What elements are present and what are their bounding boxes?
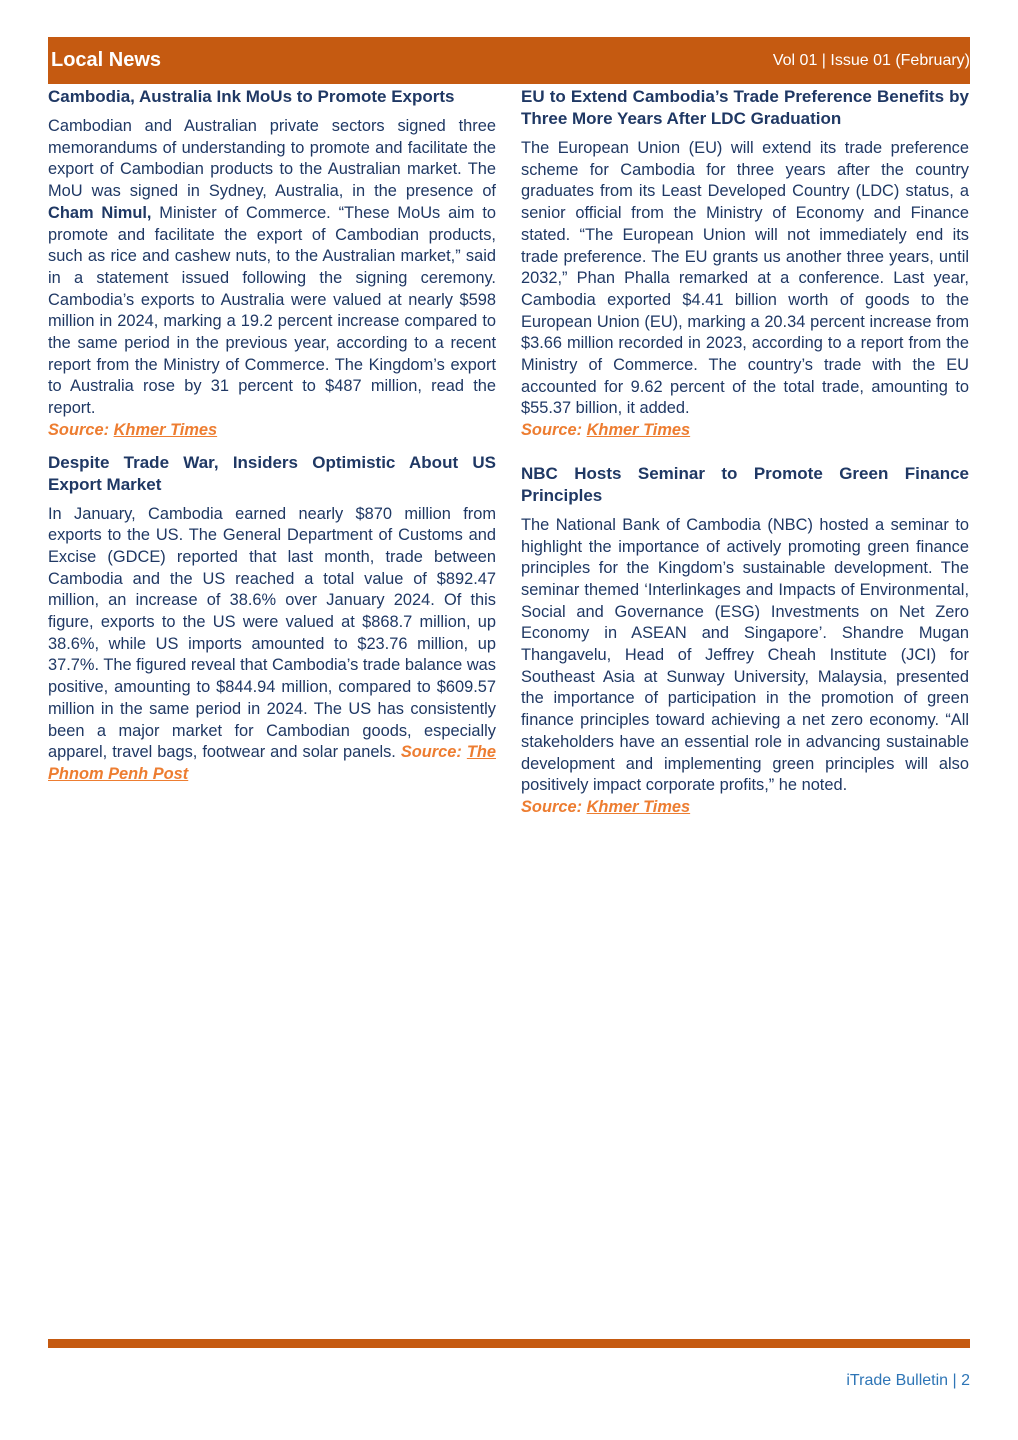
source-link[interactable]: Khmer Times xyxy=(113,420,218,439)
article-headline: NBC Hosts Seminar to Promote Green Finance Principles xyxy=(521,463,969,505)
source-label: Source: xyxy=(400,743,462,762)
article-source xyxy=(521,420,969,442)
source-link[interactable]: Khmer Times xyxy=(586,421,691,440)
article-nbc-green-finance xyxy=(521,463,969,819)
source-link[interactable]: The Phnom Penh Post xyxy=(48,743,496,783)
footer-divider xyxy=(48,1339,970,1348)
article-body-text: In January, Cambodia earned nearly $870 million from exports to the US. The General Department of Customs and Excise (GDCE) reported that last month, trade between Cambodia and the US reached a total value of $892.47 million, an increase of 38.6% over January 2024. Of this figure, exports to the US were valued at $868.7 million, up 38.6%, while US imports amounted to $23.76 million, up 37.7%. The figured reveal that Cambodia’s trade balance was positive, amounting to $844.94 million, compared to $609.57 million in the same period in 2024. The US has consistently been a major market for Cambodian goods, especially apparel, travel bags, footwear and solar panels. xyxy=(48,504,496,762)
article-body: The European Union (EU) will extend its trade preference scheme for Cambodia for three years after the country graduates from its Least Developed Country (LDC) status, a senior official from the Ministry of Economy and Finance stated. “The European Union will not immediately end its trade preference. The EU grants us another three years, until 2032,” Phan Phalla remarked at a conference. Last year, Cambodia exported $4.41 billion worth of goods to the European Union (EU), marking a 20.34 percent increase from $3.66 million recorded in 2023, according to a report from the Ministry of Commerce. The country’s trade with the EU accounted for 9.62 percent of the total trade, amounting to $55.37 billion, it added. xyxy=(521,139,969,418)
article-body xyxy=(48,504,496,786)
page-header-bar xyxy=(48,37,970,84)
issue-label: Vol 01 | Issue 01 (February) xyxy=(772,51,970,69)
article-headline: Cambodia, Australia Ink MoUs to Promote Exports xyxy=(48,87,455,106)
article-body: The National Bank of Cambodia (NBC) hosted a seminar to highlight the importance of actively promoting green finance principles for the Kingdom’s sustainable development. The seminar themed ‘Interlinkages and Impacts of Environmental, Social and Governance (ESG) Investments on Net Zero Economy in ASEAN and Singapore’. Shandre Mugan Thangavelu, Head of Jeffrey Cheah Institute (JCI) for Southeast Asia at Sunway University, Malaysia, presented the importance of participation in the promotion of green finance principles toward achieving a net zero economy. “All stakeholders have an essential role in advancing sustainable development and implementing green principles will also positively impact corporate profits,” he noted. xyxy=(521,515,969,795)
article-body-text: Cambodian and Australian private sectors signed three memorandums of understanding to promote and facilitate the export of Cambodian products to the Australian market. The MoU was signed in Sydney, Australia, in the presence of xyxy=(48,117,496,201)
footer-page-label: iTrade Bulletin | 2 xyxy=(846,1372,970,1389)
right-column xyxy=(521,86,969,819)
article-source xyxy=(48,420,496,442)
article-headline: EU to Extend Cambodia’s Trade Preference Benefits by Three More Years After LDC Graduation xyxy=(521,87,969,128)
source-label: Source: xyxy=(48,420,110,439)
minister-name: Cham Nimul, xyxy=(48,203,152,222)
left-column xyxy=(48,86,496,786)
article-headline: Despite Trade War, Insiders Optimistic About US Export Market xyxy=(48,452,496,494)
source-label: Source: xyxy=(521,797,583,816)
article-source xyxy=(521,797,969,819)
article-cambodia-australia-mous xyxy=(48,86,496,442)
source-label: Source: xyxy=(521,421,583,440)
article-body xyxy=(48,116,496,420)
article-us-export-market xyxy=(48,452,496,786)
section-title: Local News xyxy=(51,49,162,71)
article-body-text-cont: Minister of Commerce. “These MoUs aim to promote and facilitate the export of Cambodian products, such as rice and cashew nuts, to the Australian market,” said in a statement issued following the signing ceremony. Cambodia’s exports to Australia were valued at nearly $598 million in 2024, marking a 19.2 percent increase compared to the same period in the previous year, according to a recent report from the Ministry of Commerce. The Kingdom’s export to Australia rose by 31 percent to $487 million, read the report. xyxy=(48,203,496,418)
article-eu-trade-preference xyxy=(521,86,969,442)
source-link[interactable]: Khmer Times xyxy=(586,797,691,816)
